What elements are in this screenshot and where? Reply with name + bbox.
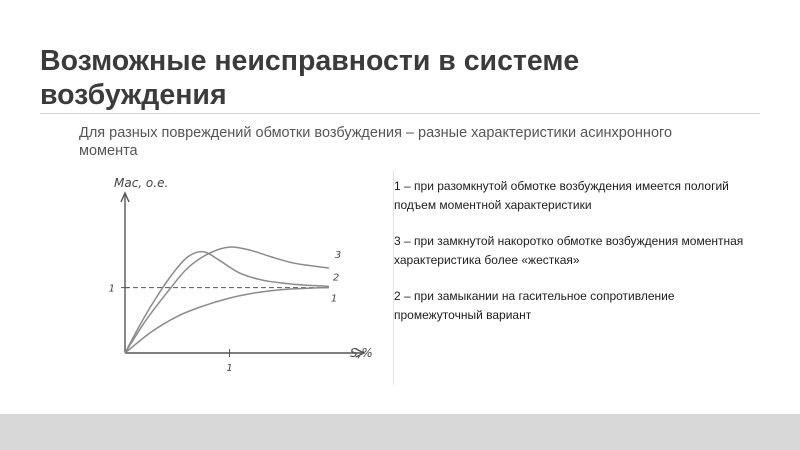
x-axis-label: S,% (350, 346, 373, 360)
curve-label-2: 2 (332, 272, 340, 284)
note-curve-2: 2 – при замыкании на гасительное сопротивление промежуточный вариант (394, 289, 675, 322)
legend-notes (394, 177, 754, 325)
chart-svg (100, 165, 394, 387)
curve-label-3: 3 (334, 250, 342, 261)
curve-2 (125, 252, 329, 353)
y-axis-label: Мас, о.е. (114, 176, 169, 190)
title-divider (40, 113, 760, 114)
note-curve-1: 1 – при разомкнутой обмотке возбуждения имеется пологий подъем моментной характеристики (394, 179, 729, 212)
note-curve-3: 3 – при замкнутой накоротко обмотке возбуждения моментная характеристика более «жесткая» (394, 234, 744, 267)
x-tick-label: 1 (226, 363, 233, 374)
torque-chart (100, 165, 394, 387)
slide-title: Возможные неисправности в системе возбуждения (40, 45, 580, 111)
curve-label-1: 1 (330, 293, 338, 305)
slide-subtitle: Для разных повреждений обмотки возбуждения – разные характеристики асинхронного момента (79, 125, 673, 159)
y-tick-label: 1 (108, 283, 115, 295)
footer-bar (0, 414, 800, 450)
